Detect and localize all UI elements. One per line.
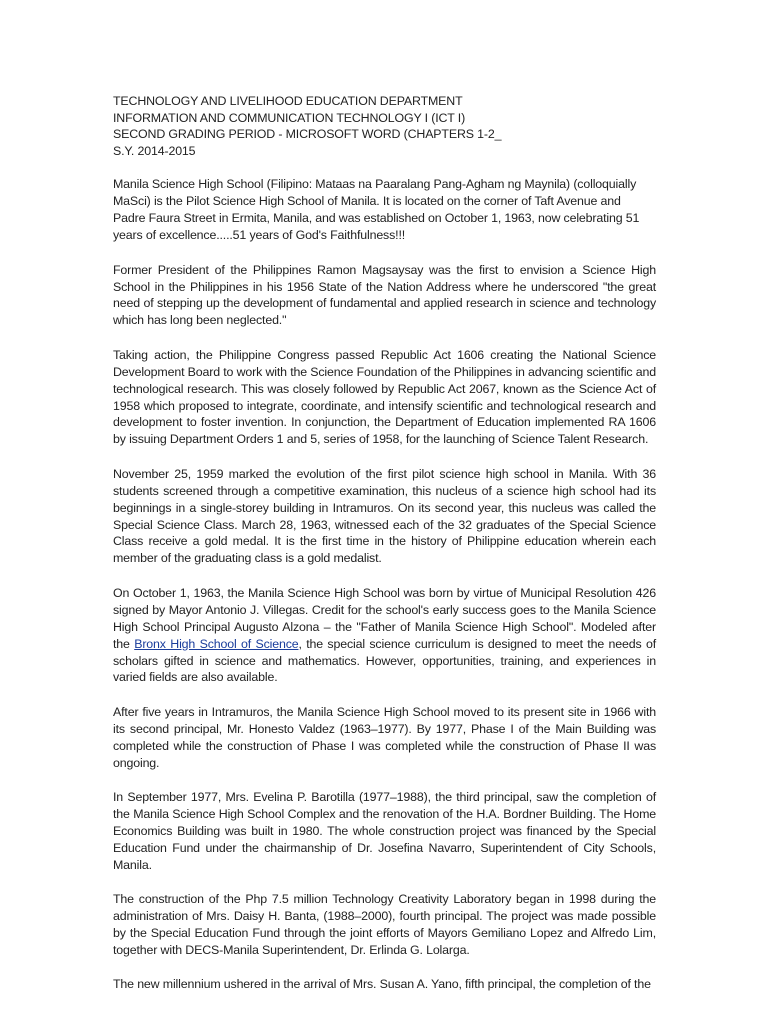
department-title: TECHNOLOGY AND LIVELIHOOD EDUCATION DEPARTMENT [113, 94, 463, 108]
document-header [113, 93, 656, 159]
document-page [113, 93, 656, 1011]
paragraph-1963 [113, 585, 656, 686]
school-year: S.Y. 2014-2015 [113, 143, 196, 158]
paragraph-congress: Taking action, the Philippine Congress passed Republic Act 1606 creating the National Science Development Board to work with the Science Foundation of the Philippines in advancing scientific and technological research. This was closely followed by Republic Act 2067, known as the Science Act of 1958 which proposed to integrate, coordinate, and intensify scientific and technological research and development to foster invention. In conjunction, the Department of Education implemented RA 1606 by issuing Department Orders 1 and 5, series of 1958, for the launching of Science Talent Research. [113, 347, 656, 447]
bronx-high-school-link[interactable]: Bronx High School of Science [134, 636, 299, 651]
paragraph-1959: November 25, 1959 marked the evolution of the first pilot science high school in Manila. With 36 students screened through a competitive examination, this nucleus of a science high school had its beginnings in a single-storey building in Intramuros. On its second year, this nucleus was called the Special Science Class. March 28, 1963, witnessed each of the 32 graduates of the Special Science Class receive a gold medal. It is the first time in the history of Philippine education wherein each member of the graduating class is a gold medalist. [113, 466, 656, 566]
paragraph-1966: After five years in Intramuros, the Manila Science High School moved to its present site in 1966 with its second principal, Mr. Honesto Valdez (1963–1977). By 1977, Phase I of the Main Building was completed while the construction of Phase I was completed while the construction of Phase II was ongoing. [113, 704, 656, 770]
course-title: INFORMATION AND COMMUNICATION TECHNOLOGY I (ICT I) [113, 110, 466, 125]
paragraph-magsaysay: Former President of the Philippines Ramon Magsaysay was the first to envision a Science High School in the Philippines in his 1956 State of the Nation Address where he underscored "the great need of stepping up the development of fundamental and applied research in science and technology which has long been neglected." [113, 262, 656, 328]
paragraph-millennium: The new millennium ushered in the arrival of Mrs. Susan A. Yano, fifth principal, the completion of the [113, 977, 651, 992]
paragraph-intro: Manila Science High School (Filipino: Mataas na Paaralang Pang-Agham ng Maynila) (colloquially MaSci) is the Pilot Science High School of Manila. It is located on the corner of Taft Avenue and Padre Faura Street in Ermita, Manila, and was established on October 1, 1963, now celebrating 51 years of excellence.....51 years of God's Faithfulness!!! [113, 177, 640, 243]
paragraph-1977: In September 1977, Mrs. Evelina P. Barotilla (1977–1988), the third principal, saw the completion of the Manila Science High School Complex and the renovation of the H.A. Bordner Building. The Home Economics Building was built in 1980. The whole construction project was financed by the Special Education Fund under the chairmanship of Dr. Josefina Navarro, Superintendent of City Schools, Manila. [113, 790, 656, 872]
paragraph-1963-text-end: , the special science curriculum is designed to meet the needs of scholars gifted in science and mathematics. However, opportunities, training, and experiences in varied fields are also available. [113, 636, 656, 685]
paragraph-1963-text-start: On October 1, 1963, the Manila Science High School was born by virtue of Municipal Resolution 426 signed by Mayor Antonio J. Villegas. Credit for the school's early success goes to the Manila Science High School Principal Augusto Alzona – the "Father of Manila Science High School". Modeled after the [113, 585, 656, 651]
paragraph-1998: The construction of the Php 7.5 million Technology Creativity Laboratory began in 1998 during the administration of Mrs. Daisy H. Banta, (1988–2000), fourth principal. The project was made possible by the Special Education Fund through the joint efforts of Mayors Gemiliano Lopez and Alfredo Lim, together with DECS-Manila Superintendent, Dr. Erlinda G. Lolarga. [113, 892, 656, 957]
grading-period-title: SECOND GRADING PERIOD - MICROSOFT WORD (CHAPTERS 1-2_ [113, 127, 502, 142]
